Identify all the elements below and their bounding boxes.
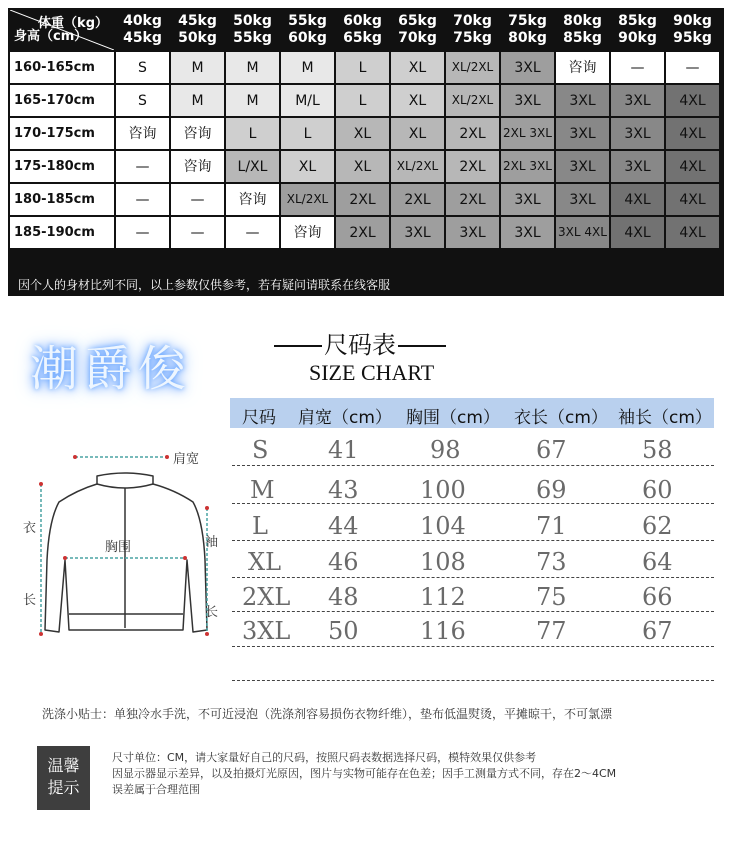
row-divider: [232, 646, 714, 647]
table-row: [10, 52, 719, 83]
size-cell: 4XL: [666, 184, 719, 215]
table-row: [10, 184, 719, 215]
row-divider: [232, 611, 714, 612]
brand-logo: 潮爵俊: [30, 341, 193, 397]
chest-value: 108: [420, 548, 466, 576]
size-cell: 3XL: [501, 184, 554, 215]
tips-badge-line1: 温馨: [47, 756, 80, 775]
size-cell: 3XL: [501, 217, 554, 248]
length-value: 71: [536, 512, 567, 540]
size-cell: 3XL: [501, 52, 554, 83]
corner-weight-label: 体重（kg）: [38, 16, 108, 31]
size-cell: 咨询: [226, 184, 279, 215]
size-cell: 4XL: [666, 118, 719, 149]
shoulder-value: 50: [328, 617, 359, 645]
size-cell: 2XL: [336, 217, 389, 248]
size-cell: 4XL: [611, 184, 664, 215]
header-chest: 胸围（cm）: [406, 408, 500, 428]
size-cell: L: [226, 118, 279, 149]
header-shoulder: 肩宽（cm）: [298, 408, 392, 428]
size-cell: 咨询: [116, 118, 169, 149]
size-cell: XL: [336, 151, 389, 182]
size-cell: M: [171, 52, 224, 83]
sleeve-value: 58: [642, 436, 673, 464]
size-cell: 4XL: [666, 151, 719, 182]
tips-badge-line2: 提示: [47, 778, 80, 797]
size-cell: —: [666, 52, 719, 83]
size-cell: 2XL: [446, 184, 499, 215]
size-cell: 2XL: [336, 184, 389, 215]
jacket-measurement-diagram: [15, 440, 235, 650]
table-corner-header: [10, 10, 114, 50]
length-label-2: 长: [23, 593, 37, 608]
size-chart-header: [230, 398, 714, 428]
size-cell: L: [336, 85, 389, 116]
header-size: 尺码: [242, 408, 276, 428]
size-cell: —: [171, 217, 224, 248]
size-cell: —: [116, 151, 169, 182]
size-cell: XL/2XL: [391, 151, 444, 182]
weight-col-header: 75kg 80kg: [501, 10, 554, 50]
size-cell: —: [611, 52, 664, 83]
wash-tips: 洗涤小贴士：单独冷水手洗，不可近浸泡（洗涤剂容易损伤衣物纤维），垫布低温熨烫，平摊晾干，不可氯漂: [42, 707, 613, 721]
weight-col-header: 50kg 55kg: [226, 10, 279, 50]
table-row: [10, 118, 719, 149]
size-row: [230, 581, 714, 615]
size-cell: 3XL: [611, 118, 664, 149]
tips-line: 尺寸单位：CM，请大家量好自己的尺码，按照尺码表数据选择尺码，模特效果仅供参考: [112, 751, 537, 764]
chart-title: [272, 325, 448, 360]
size-cell: L/XL: [226, 151, 279, 182]
size-cell: M: [281, 52, 334, 83]
shoulder-label: 肩宽: [173, 452, 200, 467]
size-cell: S: [116, 85, 169, 116]
size-value: XL: [248, 548, 282, 576]
size-cell: XL: [391, 85, 444, 116]
shoulder-value: 46: [328, 548, 359, 576]
size-cell: 2XL: [446, 118, 499, 149]
size-cell: 3XL: [556, 151, 609, 182]
chest-value: 98: [430, 436, 461, 464]
weight-col-header: 40kg 45kg: [116, 10, 169, 50]
size-cell: 4XL: [611, 217, 664, 248]
size-cell: —: [171, 184, 224, 215]
size-cell: 4XL: [666, 85, 719, 116]
tips-line: 因显示器显示差异，以及拍摄灯光原因，图片与实物可能存在色差；因手工测量方式不同，存在2～4CM: [112, 767, 617, 780]
sleeve-label-1: 袖: [205, 535, 219, 550]
header-length: 衣长（cm）: [514, 408, 608, 428]
sleeve-value: 64: [642, 548, 673, 576]
size-value: M: [250, 476, 275, 504]
weight-col-header: 70kg 75kg: [446, 10, 499, 50]
size-cell: 3XL: [611, 151, 664, 182]
size-cell: XL/2XL: [446, 52, 499, 83]
corner-height-label: 身高（cm）: [14, 29, 88, 44]
size-cell: —: [226, 217, 279, 248]
size-cell: XL/2XL: [446, 85, 499, 116]
size-cell: 咨询: [171, 118, 224, 149]
row-divider: [232, 680, 714, 681]
length-value: 77: [536, 617, 567, 645]
height-label: 170-175cm: [10, 118, 114, 149]
height-label: 160-165cm: [10, 52, 114, 83]
chart-subtitle: SIZE CHART: [309, 360, 435, 385]
shoulder-value: 44: [328, 512, 359, 540]
size-cell: 2XL 3XL: [501, 118, 554, 149]
size-cell: XL/2XL: [281, 184, 334, 215]
size-row: [230, 434, 714, 468]
size-cell: 咨询: [171, 151, 224, 182]
table-note: 因个人的身材比列不同，以上参数仅供参考，若有疑问请联系在线客服: [18, 278, 391, 292]
sleeve-value: 67: [642, 617, 673, 645]
chest-value: 104: [420, 512, 466, 540]
size-cell: 2XL 3XL: [501, 151, 554, 182]
row-divider: [232, 503, 714, 504]
sleeve-value: 66: [642, 583, 673, 611]
tips-text: [112, 750, 616, 798]
weight-col-header: 60kg 65kg: [336, 10, 389, 50]
title-line-right: [398, 345, 446, 347]
header-sleeve: 袖长（cm）: [618, 408, 712, 428]
size-cell: 3XL: [556, 85, 609, 116]
size-cell: 3XL: [556, 184, 609, 215]
size-cell: XL: [336, 118, 389, 149]
shoulder-value: 48: [328, 583, 359, 611]
size-row: [230, 615, 714, 649]
weight-height-size-table: [8, 8, 724, 296]
length-value: 75: [536, 583, 567, 611]
size-value: S: [252, 436, 269, 464]
weight-col-header: 80kg 85kg: [556, 10, 609, 50]
size-cell: 4XL: [666, 217, 719, 248]
shoulder-value: 41: [328, 436, 359, 464]
row-divider: [232, 465, 714, 466]
chest-label: 胸围: [105, 540, 132, 555]
size-cell: 2XL: [446, 151, 499, 182]
size-cell: 3XL: [501, 85, 554, 116]
size-row: [230, 510, 714, 544]
size-cell: L: [336, 52, 389, 83]
chest-value: 112: [420, 583, 466, 611]
size-cell: L: [281, 118, 334, 149]
tips-line: 误差属于合理范围: [112, 783, 200, 796]
size-value: 2XL: [242, 583, 291, 611]
chart-title-text: 尺码表: [324, 331, 396, 359]
size-cell: 咨询: [556, 52, 609, 83]
size-cell: XL: [391, 118, 444, 149]
sleeve-label-2: 长: [205, 605, 219, 620]
size-value: L: [252, 512, 268, 540]
tips-badge: [37, 746, 90, 810]
height-label: 175-180cm: [10, 151, 114, 182]
size-cell: —: [116, 217, 169, 248]
size-cell: 3XL: [391, 217, 444, 248]
size-cell: M: [226, 52, 279, 83]
table-row: [10, 217, 719, 248]
height-label: 165-170cm: [10, 85, 114, 116]
length-value: 69: [536, 476, 567, 504]
size-cell: XL: [281, 151, 334, 182]
weight-col-header: 65kg 70kg: [391, 10, 444, 50]
chest-value: 116: [420, 617, 466, 645]
sleeve-value: 62: [642, 512, 673, 540]
weight-col-header: 85kg 90kg: [611, 10, 664, 50]
size-cell: M/L: [281, 85, 334, 116]
row-divider: [232, 577, 714, 578]
length-label-1: 衣: [23, 521, 37, 536]
height-label: 185-190cm: [10, 217, 114, 248]
size-cell: 3XL: [556, 118, 609, 149]
size-cell: 3XL 4XL: [556, 217, 609, 248]
table-row: [10, 151, 719, 182]
chest-value: 100: [420, 476, 466, 504]
size-cell: M: [171, 85, 224, 116]
size-value: 3XL: [242, 617, 291, 645]
shoulder-value: 43: [328, 476, 359, 504]
size-cell: 3XL: [446, 217, 499, 248]
table-row: [10, 85, 719, 116]
height-label: 180-185cm: [10, 184, 114, 215]
size-cell: XL: [391, 52, 444, 83]
size-row: [230, 546, 714, 580]
sleeve-value: 60: [642, 476, 673, 504]
size-cell: S: [116, 52, 169, 83]
size-cell: 咨询: [281, 217, 334, 248]
size-cell: 3XL: [611, 85, 664, 116]
weight-col-header: 55kg 60kg: [281, 10, 334, 50]
weight-col-header: 45kg 50kg: [171, 10, 224, 50]
length-value: 67: [536, 436, 567, 464]
size-cell: M: [226, 85, 279, 116]
weight-col-header: 90kg 95kg: [666, 10, 719, 50]
length-value: 73: [536, 548, 567, 576]
size-cell: —: [116, 184, 169, 215]
title-line-left: [274, 345, 322, 347]
size-cell: 2XL: [391, 184, 444, 215]
row-divider: [232, 540, 714, 541]
